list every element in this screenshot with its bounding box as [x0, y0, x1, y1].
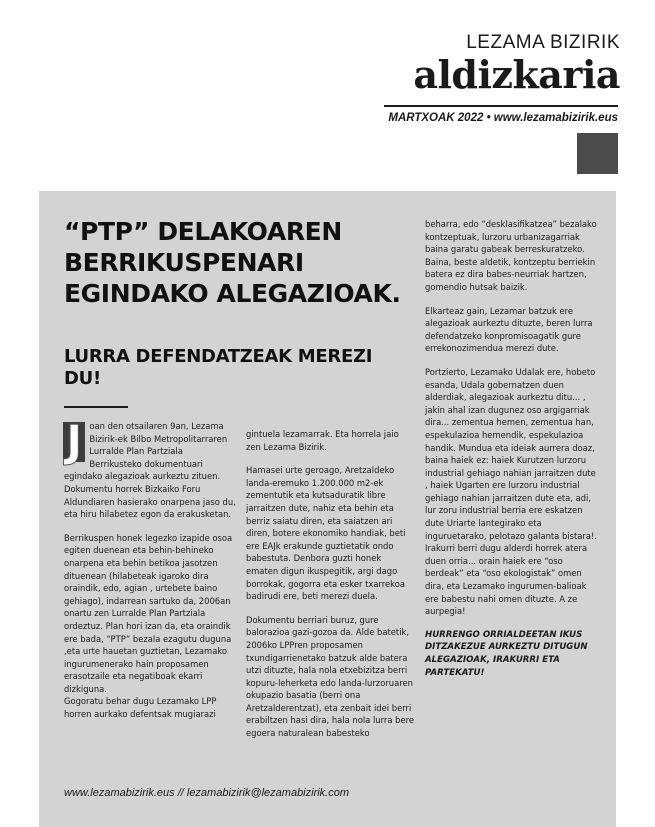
paragraph: Elkarteaz gain, Lezamar batzuk ere alegazioak aurkeztu dituzte, beren lurra defendatzeko konpromisoagatik gure errekonozimendua merezi dute.	[425, 305, 593, 354]
paragraph: beharra, edo “desklasifikatzea” bezalako kontzeptuak, lurzoru urbanizagarriak baina garatu gabeak berreskuratzeko. Baina, beste aldetik, kontzeptu berriekin batera ez dira babes-neurriak hartzen, gomendio hutsak baizik.	[425, 219, 597, 292]
callout-text: HURRENGO ORRIALDEETAN IKUS DITZAKEZUE AURKEZTU DITUGUN ALEGAZIOAK, IRAKURRI ETA PARTEKATU!	[425, 629, 588, 678]
masthead-title: aldizkaria	[413, 52, 620, 97]
headline-rule	[64, 406, 128, 408]
paragraph: J oan den otsailaren 9an, Lezama Bizirik-ek Bilbo Metropolitarraren Lurralde Plan Partziala Berrikusteko dokumentuari egindako alegazioak aurkeztu zituen. Dokumentu horrek Bizkaiko Foru Aldundiaren hasierako onarpena jaso du, eta hiru hilabetez egon da erakusketan.	[64, 416, 236, 520]
paragraph: Gogoratu behar dugu Lezamako LPP horren aurkako defentsak mugiarazi	[64, 696, 217, 720]
issue-date-and-url: MARTXOAK 2022 • www.lezamabizirik.eus	[388, 112, 618, 124]
article-column-1	[64, 416, 236, 732]
article-column-2	[246, 428, 416, 751]
article-subheadline: LURRA DEFENDATZEAK MEREZI DU!	[64, 346, 373, 389]
article-headline: “PTP” DELAKOAREN BERRIKUSPENARI EGINDAKO ALEGAZIOAK.	[64, 217, 401, 308]
masthead-line: LEZAMA BIZIRIK	[466, 32, 620, 53]
paragraph: gintuela lezamarrak. Eta horrela jaio zen Lezama Bizirik.	[246, 429, 399, 452]
decorative-square	[577, 133, 618, 174]
masthead-rule	[384, 105, 618, 107]
paragraph: Portzierto, Lezamako Udalak ere, hobeto esanda, Udala gobernatzen duen alderdiak, alegazioak aurkeztu ditu... , jakin ahal izan dugunez oso argigarriak dira... zementua hemen, zementua han, espekulazioa hemendik, espekulazioa handik. Mundua eta ideiak aurrera doaz, baina haiek ez: haiek Kurutzen lurzoru industrial gehiago nahian jarraitzen dute , haiek Ugarten ere lurzoru industrial gehiago nahian jarraitzen dute eta, adi, lur zoru industrial berria ere eskatzen dute Uriarte lantegirako eta inguruetarako, pelotazo galanta bistara!. Irakurri berri dugu alderdi horrek atera duen orria... orain haiek ere “oso berdeak” eta “oso ekologistak” omen dira, eta Lezamako ingurumen-balioak ere babestu nahi omen dituzte. A ze aurpegia!	[425, 366, 597, 617]
article-column-3	[425, 218, 597, 690]
drop-cap: J	[63, 422, 85, 462]
paragraph: Berrikuspen honek legezko izapide osoa egiten duenean eta behin-behineko onarpena eta behin betikoa jasotzen dituenean (hilabeteak igaroko dira oraindik, edo, agian , urtebete baino gehiago), indarrean sartuko da, 2006an onartu zen Lurralde Plan Partziala ordeztuz. Plan hori izan da, eta oraindik ere bada, “PTP” bezala ezagutu duguna ,eta urte hauetan guztietan, Lezamako ingurumenerako hain proposamen erasotzaile eta negatiboak ekarri dizkiguna.	[64, 532, 233, 694]
paragraph: Dokumentu berriari buruz, gure balorazioa gazi-gozoa da. Alde batetik, 2006ko LPPren proposamen txundigarrienetako batzuk alde batera utzi dituzte, hala nola etxebizitza berri kopuru-leherketa edo landa-lurzoruaren okupazio basatia (berri ona Aretzalderentzat), eta zenbait idei berri erabiltzen hasi dira, hala nola lurra bere egoera naturalean babesteko	[246, 614, 414, 739]
paragraph: Hamasei urte geroago, Aretzaldeko landa-eremuko 1.200.000 m2-ek zementutik eta kutsaduratik libre jarraitzen dute, nahiz eta behin eta berriz saiatu diren, eta saiatzen ari diren, botere ekonomiko handiak, beti ere EAJk erakunde guztietatik ondo babestuta. Denbora guzti honek ematen digun ikuspegitik, argi dago borrokak, gogorra eta esker txarrekoa badirudi ere, beti merezi duela.	[246, 465, 406, 602]
footer-contact: www.lezamabizirik.eus // lezamabizirik@lezamabizirik.com	[64, 787, 350, 799]
